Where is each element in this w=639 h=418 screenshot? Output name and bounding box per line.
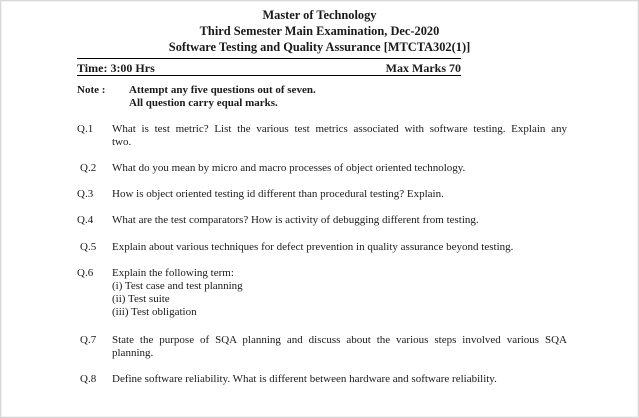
question-line: (i) Test case and test planning bbox=[112, 280, 243, 292]
exam-meta-row bbox=[77, 61, 461, 76]
exam-header bbox=[1, 7, 638, 55]
question-number: Q.8 bbox=[80, 373, 97, 385]
question-text bbox=[112, 123, 567, 149]
question-line: (iii) Test obligation bbox=[112, 306, 197, 318]
question-line: What is test metric? List the various test metrics associated with software testing. Explain any bbox=[112, 123, 567, 135]
question-number: Q.1 bbox=[77, 123, 94, 135]
note-line: Attempt any five questions out of seven. bbox=[129, 84, 316, 96]
question-line: Define software reliability. What is different between hardware and software reliability. bbox=[112, 373, 497, 385]
question-text bbox=[112, 241, 567, 254]
question-number: Q.5 bbox=[80, 241, 97, 253]
question-line: Explain about various techniques for defect prevention in quality assurance beyond testing. bbox=[112, 241, 514, 253]
question-text bbox=[112, 188, 567, 201]
question-text bbox=[112, 334, 567, 360]
question-number: Q.4 bbox=[77, 214, 94, 226]
question-line: planning. bbox=[112, 347, 154, 359]
note-label: Note : bbox=[77, 84, 106, 96]
question-line: two. bbox=[112, 136, 132, 148]
question-line: (ii) Test suite bbox=[112, 293, 170, 305]
note-lines bbox=[129, 84, 316, 110]
question-number: Q.2 bbox=[80, 162, 97, 174]
question-line: What do you mean by micro and macro processes of object oriented technology. bbox=[112, 162, 466, 174]
time-allowed: Time: 3:00 Hrs bbox=[77, 61, 155, 75]
max-marks: Max Marks 70 bbox=[385, 61, 461, 75]
question-text bbox=[112, 373, 567, 386]
question-line: State the purpose of SQA planning and discuss about the various steps involved various SQA bbox=[112, 334, 567, 346]
question-line: Explain the following term: bbox=[112, 267, 234, 279]
question-text bbox=[112, 162, 567, 175]
exam-session-title: Third Semester Main Examination, Dec-2020 bbox=[199, 24, 440, 38]
question-line: What are the test comparators? How is activity of debugging different from testing. bbox=[112, 214, 479, 226]
question-text bbox=[112, 214, 567, 227]
question-line: How is object oriented testing id different than procedural testing? Explain. bbox=[112, 188, 444, 200]
program-title: Master of Technology bbox=[262, 8, 377, 22]
question-text bbox=[112, 267, 567, 319]
course-title: Software Testing and Quality Assurance [MTCTA302(1)] bbox=[168, 40, 471, 54]
question-number: Q.6 bbox=[77, 267, 94, 279]
note-line: All question carry equal marks. bbox=[129, 97, 278, 109]
question-number: Q.3 bbox=[77, 188, 94, 200]
question-number: Q.7 bbox=[80, 334, 97, 346]
divider bbox=[77, 58, 461, 59]
